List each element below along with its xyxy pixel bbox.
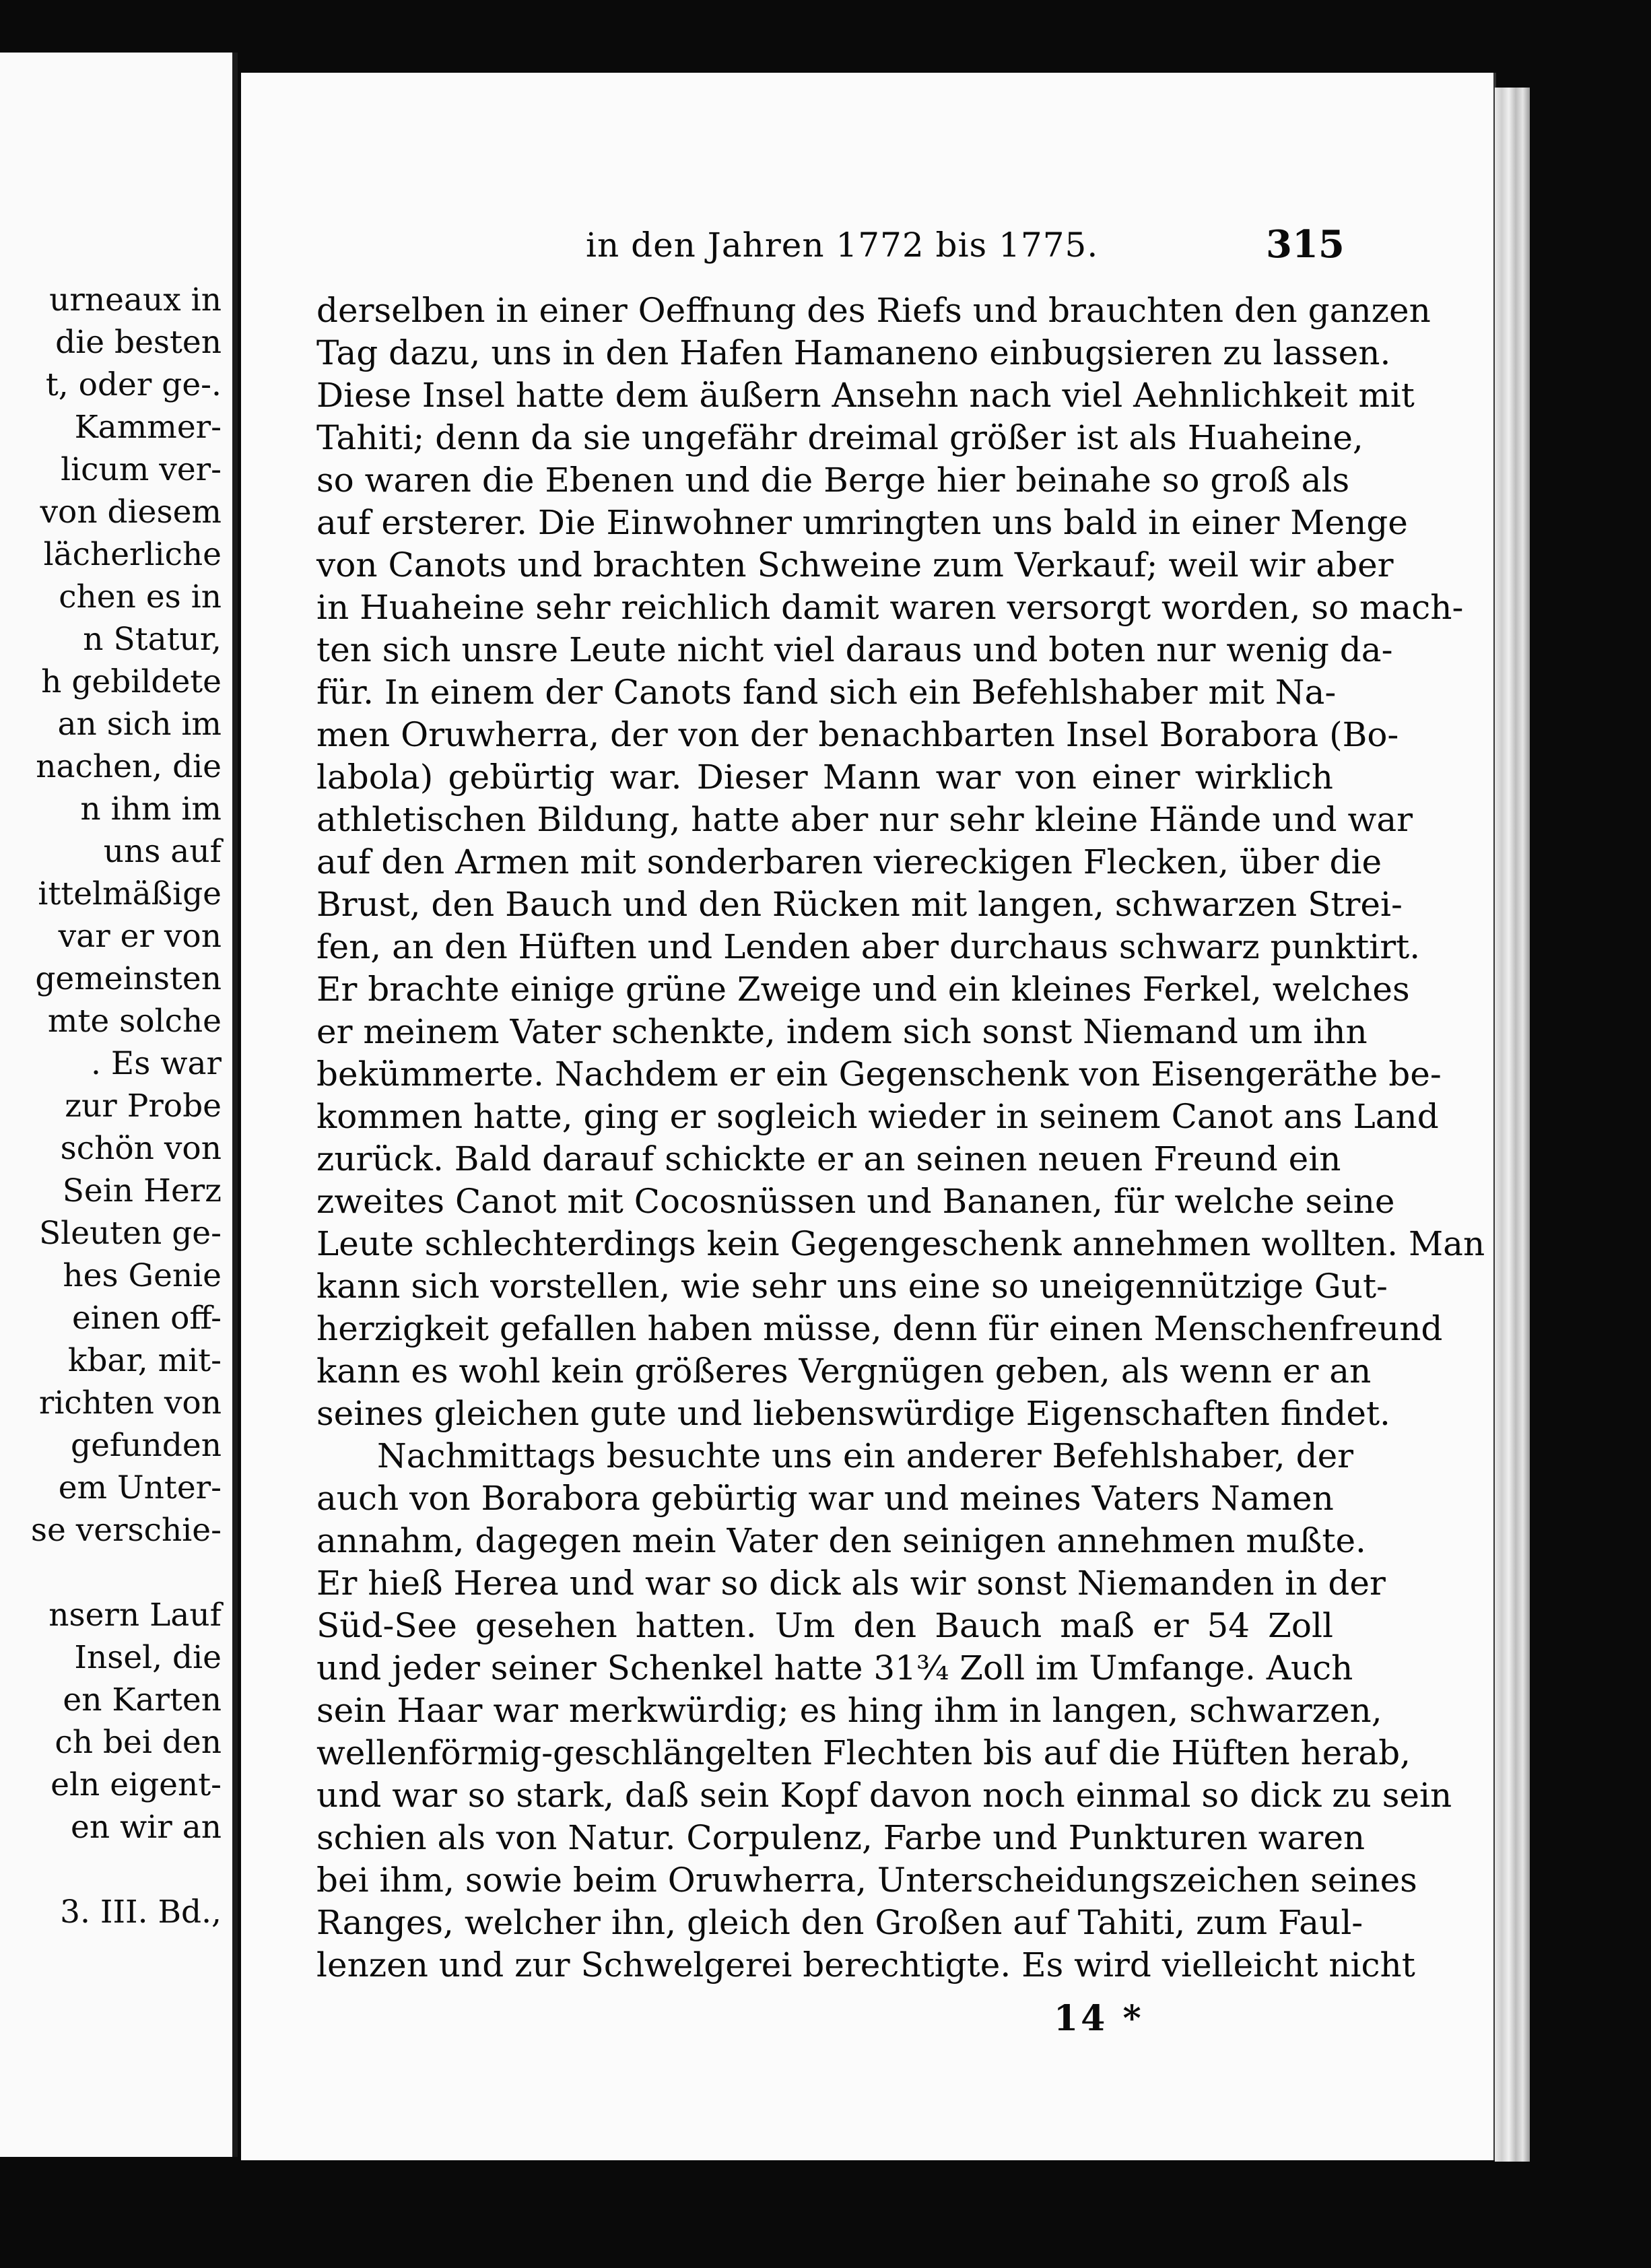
page-number: 315 bbox=[1266, 222, 1345, 267]
left-page-line bbox=[31, 1552, 222, 1594]
left-page-line: chen es in bbox=[59, 578, 222, 615]
left-page-line: en wir an bbox=[71, 1809, 222, 1846]
text-line: men Oruwherra, der von der benachbarten Insel Borabora (Bo- bbox=[316, 715, 1399, 754]
body-text bbox=[316, 290, 1485, 1987]
text-line: Süd-See gesehen hatten. Um den Bauch maß er 54 Zoll bbox=[316, 1606, 1333, 1645]
left-page-line: . Es war bbox=[91, 1045, 222, 1082]
left-page-line: eln eigent- bbox=[50, 1766, 222, 1803]
text-line: kann es wohl kein größeres Vergnügen geben, als wenn er an bbox=[316, 1352, 1372, 1391]
text-line: annahm, dagegen mein Vater den seinigen annehmen mußte. bbox=[316, 1521, 1366, 1560]
text-line: Diese Insel hatte dem äußern Ansehn nach viel Aehnlichkeit mit bbox=[316, 376, 1415, 415]
text-line: Nachmittags besuchte uns ein anderer Befehlshaber, der bbox=[377, 1436, 1354, 1475]
left-page-text bbox=[31, 279, 222, 1933]
left-page-line: Sein Herz bbox=[62, 1172, 222, 1209]
left-page-fragment bbox=[0, 53, 238, 2157]
left-page-line bbox=[31, 1848, 222, 1891]
left-page-line: urneaux in bbox=[49, 281, 222, 319]
text-line: Er brachte einige grüne Zweige und ein kleines Ferkel, welches bbox=[316, 970, 1410, 1009]
left-page-line: nachen, die bbox=[36, 748, 222, 785]
text-line: kommen hatte, ging er sogleich wieder in seinem Canot ans Land bbox=[316, 1097, 1439, 1136]
left-page-line: h gebildete bbox=[41, 663, 222, 700]
text-line: Brust, den Bauch und den Rücken mit langen, schwarzen Strei- bbox=[316, 885, 1403, 924]
left-page-line: Kammer- bbox=[74, 409, 222, 446]
left-page-line: t, oder ge-. bbox=[45, 366, 222, 403]
left-page-line: schön von bbox=[60, 1130, 222, 1167]
text-line: und war so stark, daß sein Kopf davon noch einmal so dick zu sein bbox=[316, 1776, 1452, 1815]
left-page-line: lächerliche bbox=[43, 536, 222, 573]
text-line: Leute schlechterdings kein Gegengeschenk annehmen wollten. Man bbox=[316, 1224, 1485, 1263]
left-page-line: 3. III. Bd., bbox=[60, 1894, 222, 1931]
left-page-line: Insel, die bbox=[74, 1639, 222, 1676]
left-page-line: se verschie- bbox=[30, 1512, 222, 1549]
text-line: ten sich unsre Leute nicht viel daraus und boten nur wenig da- bbox=[316, 630, 1393, 669]
left-page-line: n ihm im bbox=[80, 791, 222, 828]
left-page-line: nsern Lauf bbox=[48, 1597, 222, 1634]
text-line: auf ersterer. Die Einwohner umringten uns bald in einer Menge bbox=[316, 503, 1408, 542]
text-line: kann sich vorstellen, wie sehr uns eine so uneigennützige Gut- bbox=[316, 1267, 1388, 1306]
text-line: labola) gebürtig war. Dieser Mann war von einer wirklich bbox=[316, 758, 1333, 797]
text-line: seines gleichen gute und liebenswürdige Eigenschaften findet. bbox=[316, 1394, 1390, 1433]
text-line: und jeder seiner Schenkel hatte 31¾ Zoll im Umfange. Auch bbox=[316, 1648, 1353, 1688]
left-page-line: an sich im bbox=[57, 706, 222, 743]
text-line: schien als von Natur. Corpulenz, Farbe und Punkturen waren bbox=[316, 1818, 1366, 1857]
text-line: für. In einem der Canots fand sich ein Befehlshaber mit Na- bbox=[316, 673, 1337, 712]
text-line: zurück. Bald darauf schickte er an seinen neuen Freund ein bbox=[316, 1139, 1341, 1178]
text-line: er meinem Vater schenkte, indem sich sonst Niemand um ihn bbox=[316, 1012, 1368, 1051]
page-edge-stack bbox=[1495, 88, 1530, 2162]
left-page-line: licum ver- bbox=[61, 451, 222, 488]
text-line: auch von Borabora gebürtig war und meines Vaters Namen bbox=[316, 1479, 1334, 1518]
left-page-line: kbar, mit- bbox=[67, 1342, 222, 1379]
text-line: derselben in einer Oeffnung des Riefs und brauchten den ganzen bbox=[316, 291, 1431, 330]
left-page-line: em Unter- bbox=[58, 1469, 222, 1506]
left-page-line: hes Genie bbox=[63, 1257, 222, 1294]
text-line: in Huaheine sehr reichlich damit waren versorgt worden, so mach- bbox=[316, 588, 1464, 627]
left-page-line: Sleuten ge- bbox=[38, 1215, 222, 1252]
left-page-line: n Statur, bbox=[83, 621, 222, 658]
text-line: so waren die Ebenen und die Berge hier beinahe so groß als bbox=[316, 461, 1350, 500]
text-line: Tahiti; denn da sie ungefähr dreimal größer ist als Huaheine, bbox=[316, 418, 1363, 457]
left-page-line: var er von bbox=[58, 918, 222, 955]
left-page-line: mte solche bbox=[47, 1003, 222, 1040]
signature-mark: 14 * bbox=[1054, 1998, 1144, 2039]
text-line: bei ihm, sowie beim Oruwherra, Unterscheidungszeichen seines bbox=[316, 1861, 1417, 1900]
text-line: Er hieß Herea und war so dick als wir sonst Niemanden in der bbox=[316, 1564, 1386, 1603]
text-line: sein Haar war merkwürdig; es hing ihm in langen, schwarzen, bbox=[316, 1691, 1382, 1730]
left-page-line: ch bei den bbox=[55, 1724, 222, 1761]
running-head: in den Jahren 1772 bis 1775. bbox=[586, 226, 1099, 265]
text-line: lenzen und zur Schwelgerei berechtigte. Es wird vielleicht nicht bbox=[316, 1945, 1415, 1984]
left-page-line: von diesem bbox=[40, 494, 222, 531]
text-line: auf den Armen mit sonderbaren viereckigen Flecken, über die bbox=[316, 842, 1382, 881]
text-line: Tag dazu, uns in den Hafen Hamaneno einbugsieren zu lassen. bbox=[316, 333, 1391, 372]
left-page-line: zur Probe bbox=[65, 1088, 222, 1125]
text-line: fen, an den Hüften und Lenden aber durchaus schwarz punktirt. bbox=[316, 927, 1421, 966]
left-page-line: gefunden bbox=[70, 1427, 222, 1464]
text-line: wellenförmig-geschlängelten Flechten bis auf die Hüften herab, bbox=[316, 1733, 1411, 1772]
text-line: zweites Canot mit Cocosnüssen und Bananen, für welche seine bbox=[316, 1182, 1395, 1221]
text-line: athletischen Bildung, hatte aber nur sehr kleine Hände und war bbox=[316, 800, 1413, 839]
left-page-line: en Karten bbox=[63, 1681, 222, 1719]
text-line: Ranges, welcher ihn, gleich den Großen auf Tahiti, zum Faul- bbox=[316, 1903, 1363, 1942]
left-page-line: einen off- bbox=[71, 1300, 222, 1337]
left-page-line: ittelmäßige bbox=[38, 875, 222, 912]
text-line: herzigkeit gefallen haben müsse, denn für einen Menschenfreund bbox=[316, 1309, 1443, 1348]
text-line: von Canots und brachten Schweine zum Verkauf; weil wir aber bbox=[316, 545, 1394, 585]
left-page-line: richten von bbox=[38, 1385, 222, 1422]
left-page-line: die besten bbox=[55, 324, 222, 361]
left-page-line: gemeinsten bbox=[35, 960, 222, 997]
text-line: bekümmerte. Nachdem er ein Gegenschenk von Eisengeräthe be- bbox=[316, 1055, 1442, 1094]
left-page-line: uns auf bbox=[103, 833, 222, 870]
